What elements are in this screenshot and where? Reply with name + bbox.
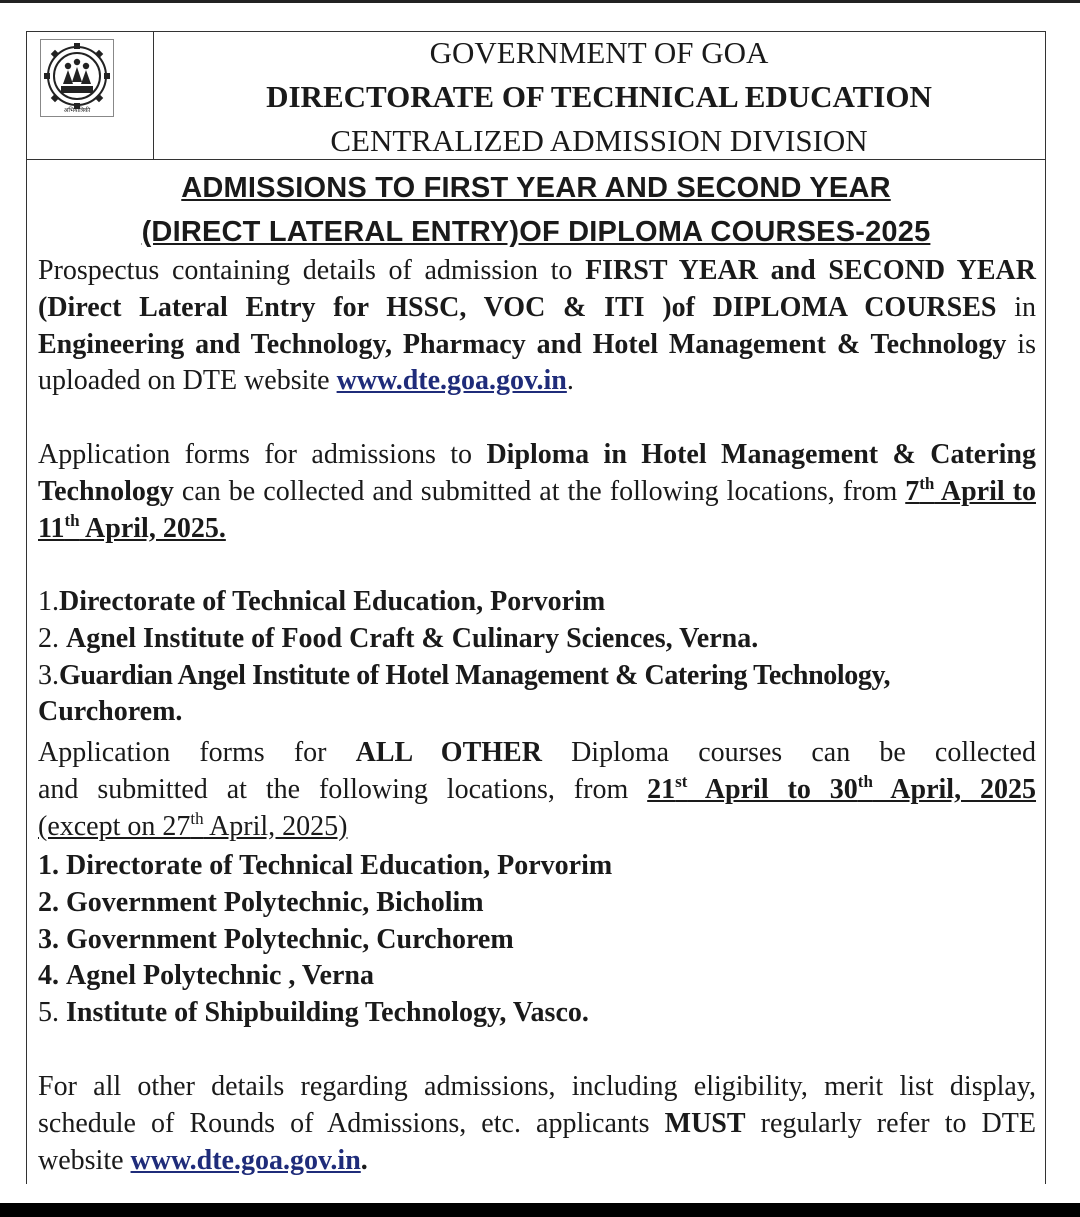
list-item-name: Directorate of Technical Education, Porvorim bbox=[66, 850, 613, 881]
details-text-1: For all other details regarding admissions, including eligibility, merit list display, schedule of Rounds of Admissions, etc. applicants bbox=[38, 1071, 1036, 1139]
hm-date-mid: April to 11 bbox=[38, 475, 1036, 544]
list-item bbox=[38, 621, 1036, 658]
hm-date-end-sup: th bbox=[64, 510, 80, 530]
prospectus-text-2: in bbox=[996, 291, 1037, 323]
other-exception-line bbox=[38, 809, 1036, 846]
hm-text-1: Application forms for admissions to bbox=[38, 439, 487, 470]
other-date-end-sup: th bbox=[857, 771, 873, 791]
list-item bbox=[38, 658, 1036, 695]
list-item-name: Curchorem. bbox=[38, 696, 183, 728]
list-item bbox=[38, 584, 1036, 621]
list-item bbox=[38, 848, 1036, 885]
notice-header bbox=[26, 31, 1046, 160]
prospectus-streams: Engineering and Technology, Pharmacy and Hotel Management & Technology bbox=[38, 328, 1007, 360]
hm-location-list bbox=[38, 584, 1036, 731]
list-item-name: Agnel Institute of Food Craft & Culinary Sciences, Verna. bbox=[66, 622, 759, 654]
other-date-range bbox=[647, 771, 1037, 805]
other-line-2 bbox=[38, 772, 1036, 809]
other-exception-end: April, 2025) bbox=[203, 810, 348, 842]
list-item-number: 1. bbox=[38, 850, 59, 881]
list-item-name: Directorate of Technical Education, Porvorim bbox=[59, 586, 606, 617]
header-text bbox=[154, 31, 1044, 163]
prospectus-text-3: is uploaded on DTE website bbox=[38, 328, 1036, 397]
logo-text: अभियांत्रिकी bbox=[63, 107, 91, 114]
prospectus-end: . bbox=[566, 365, 574, 397]
header-division: CENTRALIZED ADMISSION DIVISION bbox=[330, 123, 868, 158]
list-item-name: Government Polytechnic, Bicholim bbox=[66, 886, 484, 918]
prospectus-text-1: Prospectus containing details of admission to bbox=[38, 255, 586, 286]
details-must: MUST bbox=[664, 1107, 746, 1139]
list-item bbox=[38, 694, 1036, 731]
list-item-name: Government Polytechnic, Curchorem bbox=[66, 923, 514, 955]
hm-text-2: can be collected and submitted at the following locations, from bbox=[173, 475, 906, 507]
other-text-2: Diploma courses can be collected bbox=[541, 737, 1036, 768]
dte-website-link-footer[interactable]: www.dte.goa.gov.in bbox=[130, 1144, 361, 1176]
other-text-3: and submitted at the following locations, from bbox=[38, 773, 648, 805]
list-item bbox=[38, 885, 1036, 922]
hm-date-start-sup: th bbox=[919, 473, 935, 493]
other-details-paragraph bbox=[38, 1069, 1036, 1179]
details-text-2: regularly refer to DTE website bbox=[38, 1107, 1036, 1176]
list-item bbox=[38, 995, 1036, 1032]
top-border-line bbox=[0, 0, 1080, 3]
prospectus-courses: FIRST YEAR and SECOND YEAR (Direct Lateral Entry for HSSC, VOC & ITI )of DIPLOMA COURSES bbox=[38, 255, 1036, 323]
other-date-end: April, 2025 bbox=[872, 773, 1037, 805]
list-item-number: 4. bbox=[38, 960, 59, 992]
list-item-number: 3. bbox=[38, 659, 59, 691]
other-application-paragraph bbox=[38, 735, 1036, 845]
bottom-black-bar bbox=[0, 1203, 1080, 1217]
hm-application-paragraph bbox=[38, 437, 1036, 547]
hm-date-start-day: 7 bbox=[905, 475, 920, 507]
dte-website-link[interactable]: www.dte.goa.gov.in bbox=[336, 365, 567, 397]
list-item-number: 2. bbox=[38, 886, 59, 918]
list-item-name: Institute of Shipbuilding Technology, Vasco. bbox=[66, 997, 589, 1029]
prospectus-paragraph bbox=[38, 253, 1036, 400]
other-all-other: ALL OTHER bbox=[355, 737, 542, 768]
list-item-number: 2. bbox=[38, 622, 66, 654]
other-exception-start: (except on 27 bbox=[38, 810, 191, 842]
title-line-2: (DIRECT LATERAL ENTRY)OF DIPLOMA COURSES-2025 bbox=[141, 216, 931, 248]
title-line-1: ADMISSIONS TO FIRST YEAR AND SECOND YEAR bbox=[181, 172, 891, 204]
logo-cell bbox=[26, 31, 154, 159]
other-date-start-day: 21 bbox=[647, 773, 676, 805]
hm-course-name: Diploma in Hotel Management & Catering Technology bbox=[38, 439, 1036, 507]
other-date-mid: April to 30 bbox=[687, 773, 858, 805]
other-text-1: Application forms for bbox=[38, 737, 356, 768]
details-end: . bbox=[360, 1144, 368, 1176]
other-exception-sup: th bbox=[190, 808, 204, 828]
other-location-list bbox=[38, 848, 1036, 1032]
other-date-start-sup: st bbox=[675, 771, 688, 791]
header-government: GOVERNMENT OF GOA bbox=[429, 35, 769, 70]
list-item bbox=[38, 922, 1036, 959]
list-item-number: 3. bbox=[38, 923, 59, 955]
hm-date-end: April, 2025. bbox=[79, 512, 226, 544]
dte-goa-emblem-icon bbox=[40, 39, 114, 117]
other-line-1 bbox=[38, 735, 1036, 772]
list-item-name: Guardian Angel Institute of Hotel Management & Catering Technology, bbox=[59, 659, 891, 691]
list-item-number: 5. bbox=[38, 997, 59, 1029]
notice-title bbox=[26, 166, 1046, 254]
list-item-name: Agnel Polytechnic , Verna bbox=[66, 960, 374, 992]
list-item bbox=[38, 958, 1036, 995]
header-directorate: DIRECTORATE OF TECHNICAL EDUCATION bbox=[266, 79, 932, 114]
list-item-number: 1. bbox=[38, 586, 59, 617]
